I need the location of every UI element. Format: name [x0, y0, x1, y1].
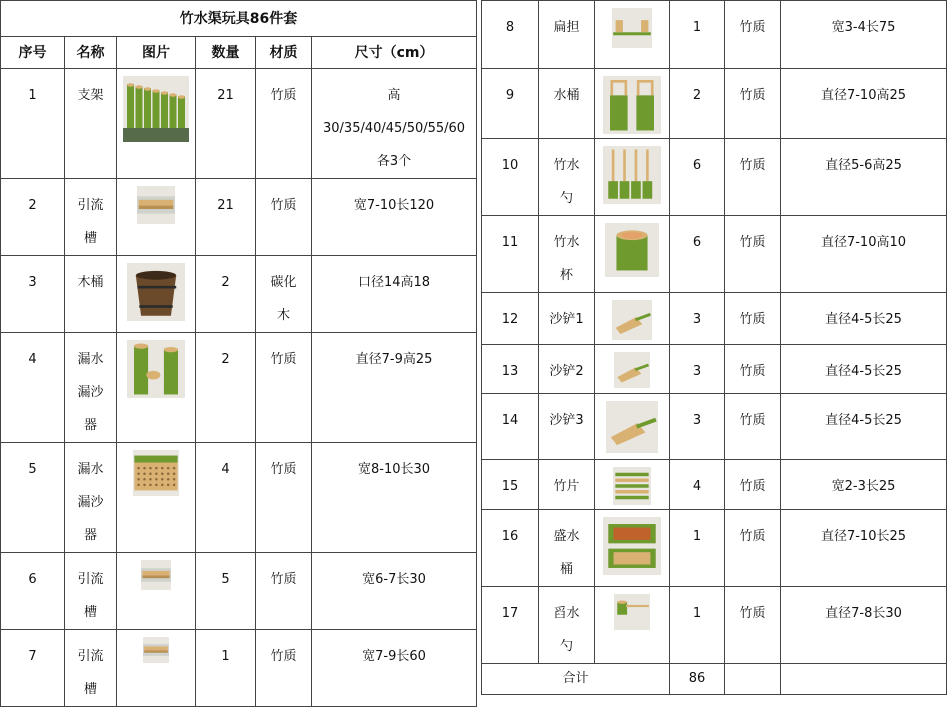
item-name: [65, 333, 117, 443]
total-empty-material: [725, 664, 781, 695]
item-material: 竹质: [725, 460, 781, 510]
bamboo-cup-image: [599, 223, 665, 281]
material-line: 竹质: [270, 572, 297, 587]
material-line: 竹质: [270, 88, 297, 103]
row-number: 12: [482, 293, 539, 345]
item-picture: [117, 630, 196, 707]
table-row: [482, 460, 947, 510]
table-row: [482, 587, 947, 664]
table-row: [1, 443, 477, 553]
row-number: 10: [482, 139, 539, 216]
size-line: 各3个: [376, 154, 412, 169]
row-number: 15: [482, 460, 539, 510]
size-line: 高: [387, 88, 401, 103]
item-picture: [595, 510, 670, 587]
item-picture: [595, 460, 670, 510]
size-line: 直径7-9高25: [355, 352, 433, 367]
item-picture: [117, 553, 196, 630]
header-size: 尺寸（cm）: [312, 37, 477, 69]
item-qty: 21: [196, 179, 256, 256]
right-table: [481, 0, 947, 695]
item-name: [539, 394, 595, 460]
item-name: [539, 139, 595, 216]
item-name-line: 勺: [559, 191, 573, 206]
item-picture: [595, 216, 670, 293]
row-number: 1: [1, 69, 65, 179]
item-material: 竹质: [725, 1, 781, 69]
sand-shovel-1-image: [599, 300, 665, 344]
item-size: 直径4-5长25: [781, 293, 947, 345]
short-channel-image: [123, 560, 189, 594]
item-name: [65, 553, 117, 630]
item-name-line: 漏水: [77, 462, 104, 477]
item-name-line: 桶: [559, 562, 573, 577]
table-row: [482, 293, 947, 345]
item-size: 宽2-3长25: [781, 460, 947, 510]
item-name-line: 舀水: [553, 606, 580, 621]
carrying-pole-image: [599, 8, 665, 52]
material-line: 竹质: [270, 462, 297, 477]
item-name-line: 竹水: [553, 235, 580, 250]
water-ladle-image: [599, 146, 665, 208]
item-qty: 21: [196, 69, 256, 179]
item-material: 竹质: [725, 587, 781, 664]
item-name-line: 扁担: [553, 20, 580, 35]
item-name-line: 槽: [83, 605, 97, 620]
size-line: 口径14高18: [357, 275, 431, 290]
wooden-bucket-image: [123, 263, 189, 325]
size-line: 宽8-10长30: [358, 462, 431, 477]
item-name-line: 槽: [83, 682, 97, 697]
item-name-line: 漏沙: [77, 385, 104, 400]
item-material: 竹质: [725, 345, 781, 394]
item-picture: [595, 139, 670, 216]
item-name-line: 漏沙: [77, 495, 104, 510]
sand-shovel-2-image: [599, 352, 665, 392]
item-name-line: 器: [83, 418, 97, 433]
item-picture: [117, 256, 196, 333]
table-row: [1, 256, 477, 333]
row-number: 2: [1, 179, 65, 256]
header-no: 序号: [1, 37, 65, 69]
item-material: [256, 443, 312, 553]
item-picture: [117, 179, 196, 256]
table-title: 竹水渠玩具86件套: [1, 1, 477, 37]
item-name: [65, 443, 117, 553]
item-picture: [595, 69, 670, 139]
item-qty: 4: [670, 460, 725, 510]
medium-channel-image: [123, 637, 189, 667]
item-size: [312, 69, 477, 179]
item-qty: 2: [670, 69, 725, 139]
table-row: [1, 333, 477, 443]
item-name-line: 盛水: [553, 529, 580, 544]
item-name-line: 引流: [77, 572, 104, 587]
table-row: [482, 345, 947, 394]
item-picture: [117, 443, 196, 553]
item-name-line: 沙铲2: [549, 364, 584, 379]
item-qty: 6: [670, 216, 725, 293]
item-material: [256, 69, 312, 179]
item-name-line: 木桶: [77, 275, 104, 290]
table-row: [482, 1, 947, 69]
row-number: 3: [1, 256, 65, 333]
item-qty: 1: [670, 1, 725, 69]
item-name-line: 水桶: [553, 88, 580, 103]
table-row: [482, 139, 947, 216]
item-name-line: 沙铲1: [549, 312, 584, 327]
item-name: [539, 510, 595, 587]
header-name: 名称: [65, 37, 117, 69]
water-bucket-image: [599, 76, 665, 138]
item-size: [312, 553, 477, 630]
item-material: 竹质: [725, 394, 781, 460]
item-size: 直径7-10高10: [781, 216, 947, 293]
size-line: 宽6-7长30: [362, 572, 426, 587]
material-line: 木: [276, 308, 290, 323]
total-row: [482, 664, 947, 695]
header-picture: 图片: [117, 37, 196, 69]
table-row: [1, 630, 477, 707]
item-size: 直径5-6高25: [781, 139, 947, 216]
item-qty: 3: [670, 293, 725, 345]
bamboo-stand-image: [123, 76, 189, 146]
item-picture: [595, 587, 670, 664]
item-name-line: 竹水: [553, 158, 580, 173]
table-row: [1, 69, 477, 179]
bamboo-slats-image: [599, 467, 665, 509]
bamboo-tube-image: [123, 340, 189, 402]
item-qty: 4: [196, 443, 256, 553]
item-picture: [595, 394, 670, 460]
item-name: [539, 1, 595, 69]
item-picture: [117, 69, 196, 179]
row-number: 4: [1, 333, 65, 443]
item-name: [539, 69, 595, 139]
row-number: 13: [482, 345, 539, 394]
item-name-line: 杯: [559, 268, 573, 283]
item-picture: [595, 293, 670, 345]
item-size: [312, 179, 477, 256]
item-size: 直径4-5长25: [781, 394, 947, 460]
item-size: [312, 256, 477, 333]
item-size: 直径7-10长25: [781, 510, 947, 587]
size-line: 宽7-10长120: [353, 198, 435, 213]
item-name: [539, 460, 595, 510]
item-qty: 1: [196, 630, 256, 707]
item-size: 直径7-10高25: [781, 69, 947, 139]
item-qty: 2: [196, 256, 256, 333]
item-name-line: 槽: [83, 231, 97, 246]
table-row: [482, 510, 947, 587]
item-name-line: 漏水: [77, 352, 104, 367]
header-qty: 数量: [196, 37, 256, 69]
table-row: [482, 394, 947, 460]
item-qty: 1: [670, 587, 725, 664]
table-row: [482, 216, 947, 293]
item-material: [256, 630, 312, 707]
item-name-line: 支架: [77, 88, 104, 103]
row-number: 9: [482, 69, 539, 139]
row-number: 5: [1, 443, 65, 553]
item-size: [312, 333, 477, 443]
item-name: [539, 587, 595, 664]
material-line: 竹质: [270, 352, 297, 367]
item-name-line: 引流: [77, 198, 104, 213]
item-size: [312, 443, 477, 553]
perforated-board-image: [123, 450, 189, 500]
item-material: 竹质: [725, 69, 781, 139]
sand-shovel-3-image: [599, 401, 665, 457]
item-qty: 3: [670, 345, 725, 394]
item-picture: [595, 1, 670, 69]
row-number: 17: [482, 587, 539, 664]
item-qty: 1: [670, 510, 725, 587]
item-material: [256, 553, 312, 630]
item-material: 竹质: [725, 216, 781, 293]
channel-image: [123, 186, 189, 228]
item-qty: 3: [670, 394, 725, 460]
item-qty: 2: [196, 333, 256, 443]
item-name: [539, 345, 595, 394]
item-name: [539, 293, 595, 345]
item-name-line: 竹片: [553, 479, 580, 494]
item-picture: [117, 333, 196, 443]
item-name-line: 器: [83, 528, 97, 543]
table-row: [1, 553, 477, 630]
row-number: 14: [482, 394, 539, 460]
item-name-line: 引流: [77, 649, 104, 664]
item-size: 直径7-8长30: [781, 587, 947, 664]
item-size: 直径4-5长25: [781, 345, 947, 394]
item-qty: 5: [196, 553, 256, 630]
material-line: 碳化: [270, 275, 297, 290]
item-material: [256, 179, 312, 256]
item-material: [256, 256, 312, 333]
row-number: 11: [482, 216, 539, 293]
row-number: 6: [1, 553, 65, 630]
item-material: 竹质: [725, 510, 781, 587]
item-name: [65, 630, 117, 707]
item-name: [65, 69, 117, 179]
item-name-line: 沙铲3: [549, 413, 584, 428]
total-label: 合计: [482, 664, 670, 695]
item-material: 竹质: [725, 293, 781, 345]
total-empty-size: [781, 664, 947, 695]
item-material: [256, 333, 312, 443]
size-line: 宽7-9长60: [362, 649, 426, 664]
item-name: [539, 216, 595, 293]
row-number: 8: [482, 1, 539, 69]
row-number: 16: [482, 510, 539, 587]
size-line: 30/35/40/45/50/55/60: [323, 121, 466, 136]
item-picture: [595, 345, 670, 394]
water-container-image: [599, 517, 665, 579]
total-value: 86: [670, 664, 725, 695]
item-name-line: 勺: [559, 639, 573, 654]
table-row: [482, 69, 947, 139]
item-size: [312, 630, 477, 707]
item-name: [65, 256, 117, 333]
table-row: [1, 179, 477, 256]
material-line: 竹质: [270, 649, 297, 664]
scoop-image: [599, 594, 665, 634]
header-material: 材质: [256, 37, 312, 69]
item-material: 竹质: [725, 139, 781, 216]
item-qty: 6: [670, 139, 725, 216]
item-size: 宽3-4长75: [781, 1, 947, 69]
row-number: 7: [1, 630, 65, 707]
material-line: 竹质: [270, 198, 297, 213]
item-name: [65, 179, 117, 256]
